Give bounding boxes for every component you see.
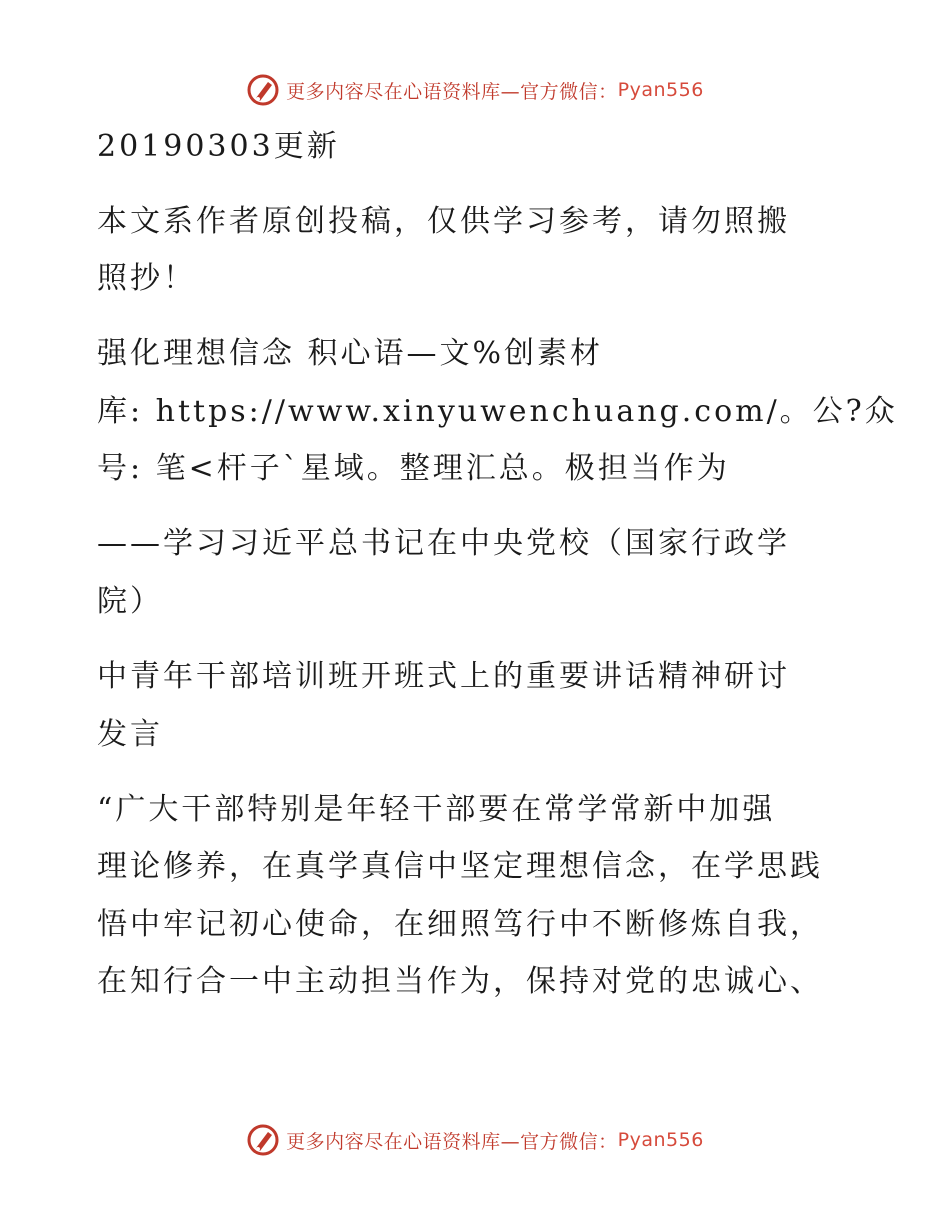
header-banner-text: 更多内容尽在心语资料库—官方微信： xyxy=(286,80,618,103)
document-line: 强化理想信念 积心语—文%创素材 xyxy=(97,336,604,371)
footer-banner xyxy=(0,1120,950,1160)
document-line: 发言 xyxy=(97,717,163,752)
document-line: ——学习习近平总书记在中央党校（国家行政学 xyxy=(97,526,790,561)
document-line: 中青年干部培训班开班式上的重要讲话精神研讨 xyxy=(97,659,790,694)
document-line: 悟中牢记初心使命，在细照笃行中不断修炼自我， xyxy=(97,907,823,942)
document-line: “广大干部特别是年轻干部要在常学常新中加强 xyxy=(97,792,776,827)
document-line: 库: https://www.xinyuwenchuang.com/。公?众 xyxy=(97,394,898,429)
pen-logo-icon xyxy=(246,1123,280,1157)
document-line: 本文系作者原创投稿，仅供学习参考，请勿照搬 xyxy=(97,204,790,239)
document-line: 理论修养，在真学真信中坚定理想信念，在学思践 xyxy=(97,849,823,884)
header-banner xyxy=(0,70,950,110)
document-line: 照抄！ xyxy=(97,261,196,296)
document-line: 院） xyxy=(97,584,163,619)
footer-banner-wechat: Pyan556 xyxy=(617,1129,704,1151)
header-banner-wechat: Pyan556 xyxy=(617,79,704,101)
pen-logo-icon xyxy=(246,73,280,107)
document-line: 在知行合一中主动担当作为，保持对党的忠诚心、 xyxy=(97,964,823,999)
document-line: 号: 笔<杆子`星域。整理汇总。极担当作为 xyxy=(97,451,730,486)
document-line: 20190303更新 xyxy=(97,129,340,164)
footer-banner-text: 更多内容尽在心语资料库—官方微信： xyxy=(286,1130,618,1153)
